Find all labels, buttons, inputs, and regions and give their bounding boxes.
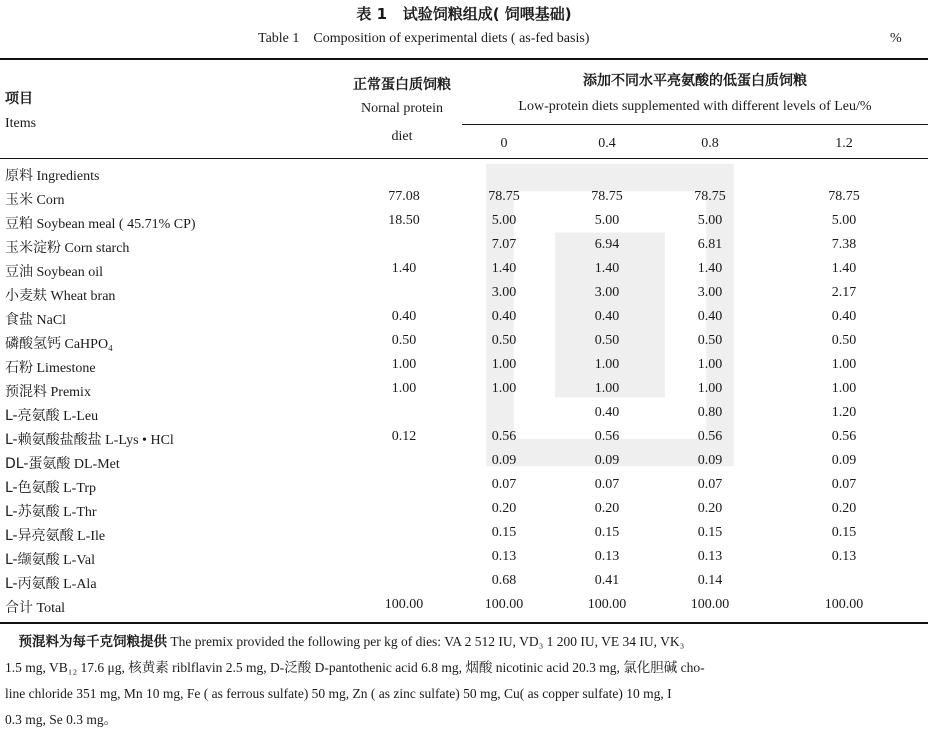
cell-value: 0.56 <box>831 429 857 444</box>
row-label-en: L-Ile <box>77 529 106 544</box>
cell-value: 100.00 <box>484 597 524 612</box>
cell-value: 1.00 <box>391 357 417 372</box>
cell-value: 5.00 <box>831 213 857 228</box>
cell-value: 100.00 <box>690 597 730 612</box>
cell-value: 78.75 <box>694 189 726 204</box>
cell-value: 1.00 <box>697 381 723 396</box>
table-row <box>0 235 928 259</box>
cell-value: 7.07 <box>491 237 517 252</box>
cell-value: 0.20 <box>831 501 857 516</box>
row-label-en: L-Val <box>63 553 95 568</box>
cell-value: 0.15 <box>594 525 620 540</box>
cell-value: 1.20 <box>831 405 857 420</box>
cell-value: 0.07 <box>491 477 517 492</box>
table-row <box>0 451 928 475</box>
header-normal-en-1: Nornal protein <box>360 101 444 116</box>
row-label-cn: L-赖氨酸盐酸盐 <box>5 432 102 448</box>
table-row <box>0 403 928 427</box>
cell-value: 0.50 <box>594 333 620 348</box>
table-title-en: Table 1 Composition of experimental diets ( as-fed basis) <box>258 31 590 46</box>
cell-value: 77.08 <box>388 189 420 204</box>
row-label-en: Wheat bran <box>50 289 116 304</box>
cell-value: 0.13 <box>491 549 517 564</box>
table-row <box>0 187 928 211</box>
cell-value: 5.00 <box>491 213 517 228</box>
row-label <box>5 597 65 617</box>
row-label-en: NaCl <box>36 313 67 328</box>
footnote-line-3: line chloride 351 mg, Mn 10 mg, Fe ( as ferrous sulfate) 50 mg, Zn ( as zinc sulfate) 50 mg, Cu( as copper sulfate) 10 mg, I <box>5 686 672 701</box>
row-label-cn: L-异亮氨酸 <box>5 528 74 544</box>
cell-value: 0.09 <box>491 453 517 468</box>
table-row <box>0 259 928 283</box>
row-label <box>5 309 66 329</box>
level-header: 1.2 <box>835 136 853 151</box>
cell-value: 7.38 <box>831 237 857 252</box>
row-label <box>5 501 97 521</box>
table-row <box>0 595 928 619</box>
level-header: 0 <box>500 136 508 151</box>
header-low-en: Low-protein diets supplemented with different levels of Leu/% <box>518 99 872 114</box>
table-row <box>0 523 928 547</box>
row-label-cn: L-苏氨酸 <box>5 504 60 520</box>
table-row <box>0 499 928 523</box>
cell-value: 1.00 <box>697 357 723 372</box>
footnote-line-1: 预混料为每千克饲粮提供 The premix provided the following per kg of dies: VA 2 512 IU, VD₃ 1 200 IU, VE 34 IU, VK₃ <box>18 634 685 650</box>
cell-value: 1.00 <box>594 381 620 396</box>
cell-value: 1.00 <box>491 357 517 372</box>
cell-value: 5.00 <box>697 213 723 228</box>
cell-value: 100.00 <box>384 597 424 612</box>
row-label <box>5 549 95 569</box>
row-label-en: L-Thr <box>63 505 97 520</box>
cell-value: 1.40 <box>391 261 417 276</box>
row-label-cn: 玉米 <box>5 192 33 208</box>
row-label <box>5 189 65 209</box>
cell-value: 0.40 <box>831 309 857 324</box>
row-label-en: Limestone <box>36 361 96 376</box>
cell-value: 1.40 <box>831 261 857 276</box>
row-label-en: Corn starch <box>64 241 130 256</box>
row-label <box>5 453 120 473</box>
row-label <box>5 213 196 233</box>
cell-value: 0.50 <box>831 333 857 348</box>
cell-value: 0.56 <box>594 429 620 444</box>
row-label-cn: L-缬氨酸 <box>5 552 60 568</box>
row-label-en: Corn <box>36 193 65 208</box>
row-label-en: Soybean meal ( 45.71% CP) <box>36 217 196 232</box>
cell-value: 0.15 <box>697 525 723 540</box>
row-label <box>5 357 96 377</box>
row-label-en: L-Leu <box>63 409 99 424</box>
cell-value: 0.50 <box>391 333 417 348</box>
cell-value: 3.00 <box>697 285 723 300</box>
row-label-cn: 磷酸氢钙 <box>5 336 61 352</box>
table-row <box>0 283 928 307</box>
row-label-cn: L-色氨酸 <box>5 480 60 496</box>
row-label <box>5 261 103 281</box>
level-header: 0.8 <box>701 136 719 151</box>
cell-value: 5.00 <box>594 213 620 228</box>
cell-value: 1.00 <box>594 357 620 372</box>
cell-value: 100.00 <box>824 597 864 612</box>
cell-value: 0.07 <box>594 477 620 492</box>
row-label-cn: 豆粕 <box>5 216 33 232</box>
cell-value: 0.15 <box>831 525 857 540</box>
row-label-cn: 玉米淀粉 <box>5 240 61 256</box>
table-row <box>0 571 928 595</box>
top-rule <box>0 58 928 60</box>
cell-value: 0.09 <box>594 453 620 468</box>
header-rule <box>0 158 928 159</box>
row-label-cn: 小麦麸 <box>5 288 47 304</box>
cell-value: 0.15 <box>491 525 517 540</box>
table-title-cn: 表 1 试验饲粮组成( 饲喂基础) <box>356 5 572 23</box>
cell-value: 78.75 <box>591 189 623 204</box>
row-label-cn: 预混料 <box>5 384 47 400</box>
header-normal-en-2: diet <box>391 129 413 144</box>
cell-value: 2.17 <box>831 285 857 300</box>
row-label <box>5 429 174 449</box>
cell-value: 0.40 <box>491 309 517 324</box>
row-label <box>5 405 98 425</box>
cell-value: 0.07 <box>697 477 723 492</box>
row-label-en: Premix <box>50 385 91 400</box>
cell-value: 78.75 <box>488 189 520 204</box>
table-row <box>0 547 928 571</box>
cell-value: 0.12 <box>391 429 417 444</box>
row-label <box>5 573 97 593</box>
row-label-en: Ingredients <box>36 169 100 184</box>
sub-header-rule <box>462 124 928 125</box>
cell-value: 0.20 <box>697 501 723 516</box>
row-label-en: L-Ala <box>63 577 97 592</box>
row-label <box>5 333 113 353</box>
table-row <box>0 331 928 355</box>
table-row <box>0 307 928 331</box>
table-row <box>0 379 928 403</box>
cell-value: 0.68 <box>491 573 517 588</box>
footnote-line-4: 0.3 mg, Se 0.3 mg。 <box>5 712 118 727</box>
cell-value: 6.94 <box>594 237 620 252</box>
row-label-en: Soybean oil <box>36 265 103 280</box>
bottom-rule <box>0 622 928 624</box>
row-label-en: CaHPO₄ <box>64 337 113 352</box>
table-row <box>0 211 928 235</box>
table-row <box>0 355 928 379</box>
cell-value: 0.56 <box>697 429 723 444</box>
cell-value: 0.80 <box>697 405 723 420</box>
cell-value: 0.41 <box>594 573 620 588</box>
header-items-cn: 项目 <box>5 91 33 107</box>
row-label <box>5 477 96 497</box>
row-label-en: L-Lys • HCl <box>105 433 174 448</box>
row-label <box>5 285 115 305</box>
cell-value: 0.07 <box>831 477 857 492</box>
cell-value: 1.40 <box>697 261 723 276</box>
cell-value: 0.50 <box>491 333 517 348</box>
cell-value: 0.40 <box>594 309 620 324</box>
table-row <box>0 427 928 451</box>
row-label-en: L-Trp <box>63 481 97 496</box>
row-label-en: Total <box>36 601 66 616</box>
row-label <box>5 525 105 545</box>
cell-value: 0.40 <box>391 309 417 324</box>
cell-value: 3.00 <box>594 285 620 300</box>
cell-value: 1.00 <box>831 381 857 396</box>
row-label-cn: 豆油 <box>5 264 33 280</box>
cell-value: 100.00 <box>587 597 627 612</box>
cell-value: 3.00 <box>491 285 517 300</box>
cell-value: 0.56 <box>491 429 517 444</box>
cell-value: 0.13 <box>697 549 723 564</box>
row-label-cn: L-亮氨酸 <box>5 408 60 424</box>
row-label <box>5 237 129 257</box>
row-label-cn: 合计 <box>5 600 33 616</box>
row-label-cn: DL-蛋氨酸 <box>5 456 71 472</box>
row-label-cn: 石粉 <box>5 360 33 376</box>
header-low-cn: 添加不同水平亮氨酸的低蛋白质饲粮 <box>583 73 807 89</box>
table-row <box>0 475 928 499</box>
cell-value: 0.40 <box>697 309 723 324</box>
cell-value: 0.09 <box>697 453 723 468</box>
row-label <box>5 381 91 401</box>
level-header: 0.4 <box>598 136 616 151</box>
cell-value: 6.81 <box>697 237 723 252</box>
cell-value: 0.20 <box>491 501 517 516</box>
cell-value: 0.14 <box>697 573 723 588</box>
footnote-line-2: 1.5 mg, VB₁₂ 17.6 μg, 核黄素 riblflavin 2.5 mg, D-泛酸 D-pantothenic acid 6.8 mg, 烟酸 nicotinic acid 20.3 mg, 氯化胆碱 cho- <box>5 660 705 675</box>
cell-value: 0.13 <box>831 549 857 564</box>
cell-value: 1.00 <box>491 381 517 396</box>
cell-value: 0.09 <box>831 453 857 468</box>
row-label-cn: 原料 <box>5 168 33 184</box>
cell-value: 18.50 <box>388 213 420 228</box>
cell-value: 1.40 <box>491 261 517 276</box>
cell-value: 0.40 <box>594 405 620 420</box>
row-label-cn: L-丙氨酸 <box>5 576 60 592</box>
table-row <box>0 163 928 187</box>
cell-value: 0.13 <box>594 549 620 564</box>
row-label <box>5 165 99 185</box>
cell-value: 0.20 <box>594 501 620 516</box>
cell-value: 1.00 <box>391 381 417 396</box>
header-normal-cn: 正常蛋白质饲粮 <box>353 77 451 93</box>
cell-value: 1.40 <box>594 261 620 276</box>
row-label-cn: 食盐 <box>5 312 33 328</box>
cell-value: 1.00 <box>831 357 857 372</box>
cell-value: 78.75 <box>828 189 860 204</box>
header-items-en: Items <box>5 116 37 131</box>
cell-value: 0.50 <box>697 333 723 348</box>
row-label-en: DL-Met <box>73 457 120 472</box>
unit-label: % <box>890 31 902 46</box>
